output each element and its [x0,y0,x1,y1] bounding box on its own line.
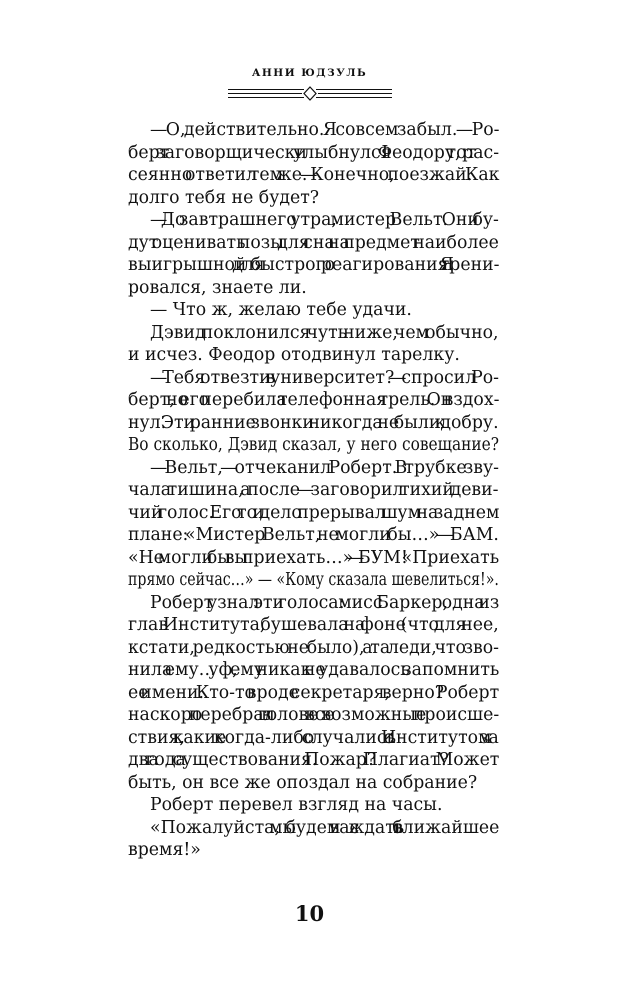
text-line [128,367,500,390]
text-line [128,749,500,772]
text-line-content: Роберт перевел взгляд на часы. [150,795,443,815]
text-line-content: долго тебя не будет? [128,187,320,208]
text-line [128,524,500,547]
text-line-content: два года существования. Пожар? Плагиат? Может [128,750,500,770]
text-line [128,322,500,345]
text-line-content: ствия, какие когда-либо случались с Институтом за [128,727,499,748]
text-line-content: — До завтрашнего утра, мистер Вельт. Они бу- [150,210,499,230]
text-line [128,164,500,187]
text-line [128,839,500,862]
text-line-content: сеянно ответил тем же. — Конечно, поезжай. Как [128,165,500,185]
text-line [128,142,500,165]
text-line [128,704,500,727]
text-line-content: — Что ж, желаю тебе удачи. [150,300,412,320]
text-line [128,119,500,142]
text-line [128,817,500,840]
text-line [128,682,500,705]
text-line [128,502,500,525]
text-line-content: быть, он все же опоздал на собрание? [128,772,478,793]
text-line [128,659,500,682]
text-line [128,547,500,570]
text-line-content: ее имени. Кто-то вроде секретаря, верно? Роберт [128,682,500,703]
text-line-content: кстати, редкостью не было), а та леди, что зво- [128,637,500,658]
text-line-content: наскоро перебрал в голове все возможные происше- [128,705,500,725]
text-line-content: дут оценивать позы для сна на предмет наиболее [128,232,499,253]
text-line [128,569,500,592]
text-line-content: нила ему… уф, ему никак не удавалось запомнить [128,660,500,680]
text-line-content: и исчез. Феодор отодвинул тарелку. [128,345,460,365]
text-line-content: чала тишина, а после — заговорил тихий деви- [128,480,499,500]
text-line [128,209,500,232]
text-line [128,592,500,615]
text-line-content: глав Института, бушевала на фоне (что для нее, [128,615,499,635]
text-line-content: прямо сейчас…» — «Кому сказала шевелиться!». [128,570,499,590]
text-line [128,389,500,412]
text-line-content: выигрышной для быстрого реагирования. Я трени- [128,255,500,275]
text-line [128,772,500,795]
text-line-content: чий голос. Его то и дело прерывал шум на заднем [128,502,500,523]
text-line-content: Дэвид поклонился чуть ниже, чем обычно, [150,322,499,343]
text-line [128,479,500,502]
text-line [128,187,500,210]
text-line [128,277,500,300]
text-line [128,412,500,435]
text-line-content: «Не могли бы вы приехать…» — БУМ! «Приехать [128,547,500,568]
body-text [128,119,500,862]
text-line-content: Роберт узнал эти голоса: мисс Баркер, одна из [150,592,500,613]
running-header [0,66,619,103]
text-line-content: Во сколько, Дэвид сказал, у него совещание? [128,435,499,455]
text-line-content: — Вельт, — отчеканил Роберт. В трубке зву- [150,457,499,478]
double-rule-diamond-ornament-icon [226,85,394,103]
text-line [128,637,500,660]
text-line-content: время!» [128,840,201,860]
text-line [128,232,500,255]
text-line-content: плане: «Мистер Вельт, не могли бы…» — БАМ. [128,525,499,545]
page-number: 10 [294,901,325,926]
text-line-content: — Тебя отвезти в университет? — спросил Ро- [150,367,499,388]
text-line [128,254,500,277]
text-line [128,434,500,457]
text-line-content: берт заговорщически улыбнулся Феодору, тот рас- [128,142,500,163]
text-line-content: — О, действительно. Я совсем забыл. — Ро- [150,120,500,140]
text-line [128,344,500,367]
text-line-content: ровался, знаете ли. [128,277,307,298]
text-line-content: нул. Эти ранние звонки никогда не были к добру. [128,412,499,433]
text-line-content: берт, но его перебила телефонная трель. Он вздох- [128,390,500,410]
text-line [128,299,500,322]
text-line [128,614,500,637]
text-line-content: «Пожалуйста, мы будем вас ждать в ближайшее [150,817,500,838]
text-line [128,457,500,480]
text-line [128,794,500,817]
text-line [128,727,500,750]
running-head-author: АННИ ЮДЗУЛЬ [251,67,368,79]
